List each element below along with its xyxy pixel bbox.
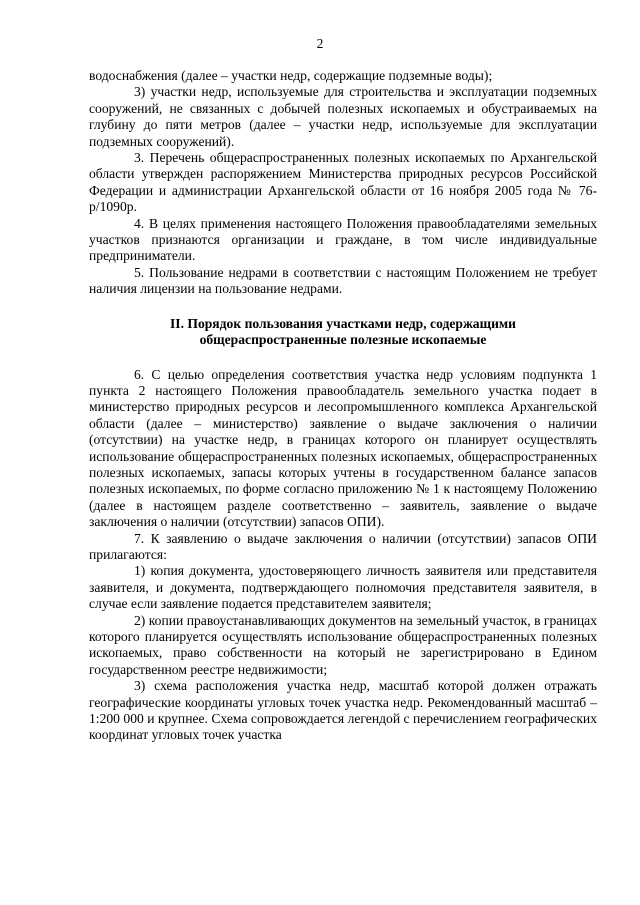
paragraph-continuation: водоснабжения (далее – участки недр, содержащие подземные воды); bbox=[89, 68, 493, 83]
page-number: 2 bbox=[316, 36, 324, 51]
document-body bbox=[89, 68, 597, 744]
paragraph-item-3-underground-structures: 3) участки недр, используемые для строительства и эксплуатации подземных сооружений, не связанных с добычей полезных ископаемых и обустраиваемых на глубину до пяти метров (далее – участки недр, используемые для эксплуатации подземных сооружений). bbox=[89, 84, 597, 149]
paragraph-item-2-land-documents: 2) копии правоустанавливающих документов на земельный участок, в границах которого планируется осуществлять использование общераспространенных полезных ископаемых, право собственности на который не зарегистрировано в Едином государственном реестре недвижимости; bbox=[89, 612, 597, 677]
section-heading-line-1: II. Порядок пользования участками недр, содержащими bbox=[170, 315, 516, 331]
section-heading-line-2: общераспространенные полезные ископаемые bbox=[199, 332, 487, 348]
paragraph-7-attachments: 7. К заявлению о выдаче заключения о наличии (отсутствии) запасов ОПИ прилагаются: bbox=[89, 530, 597, 562]
paragraph-item-1-identity-copy: 1) копия документа, удостоверяющего личность заявителя или представителя заявителя, и документа, подтверждающего полномочия представителя заявителя, в случае если заявление подается представителем заявителя; bbox=[89, 563, 597, 612]
paragraph-4-rights-holders: 4. В целях применения настоящего Положения правообладателями земельных участков признаются организации и граждане, в том числе индивидуальные предприниматели. bbox=[89, 215, 597, 264]
paragraph-item-3-site-scheme: 3) схема расположения участка недр, масштаб которой должен отражать географические координаты угловых точек участка недр. Рекомендованный масштаб – 1:200 000 и крупнее. Схема сопровождается легендой с перечислением географических координат угловых точек участка bbox=[89, 678, 597, 743]
section-heading bbox=[89, 316, 597, 349]
paragraph-3-minerals-list: 3. Перечень общераспространенных полезных ископаемых по Архангельской области утвержден распоряжением Министерства природных ресурсов Российской Федерации и администрации Архангельской области от 16 ноября 2005 года № 76-р/1090р. bbox=[89, 150, 597, 215]
paragraph-6-application: 6. С целью определения соответствия участка недр условиям подпункта 1 пункта 2 настоящего Положения правообладатель земельного участка подает в министерство природных ресурсов и лесопромышленного комплекса Архангельской области (далее – министерство) заявление о выдаче заключения о наличии (отсутствии) на участке недр, в границах которого он планирует осуществлять использование общераспространенных полезных ископаемых, общераспространенных полезных ископаемых, запасы которых учтены в государственном балансе запасов полезных ископаемых, по форме согласно приложению № 1 к настоящему Положению (далее в настоящем разделе соответственно – заявитель, заявление о выдаче заключения о наличии (отсутствии) запасов ОПИ). bbox=[89, 366, 597, 530]
paragraph-5-no-license: 5. Пользование недрами в соответствии с настоящим Положением не требует наличия лицензии на пользование недрами. bbox=[89, 264, 597, 297]
